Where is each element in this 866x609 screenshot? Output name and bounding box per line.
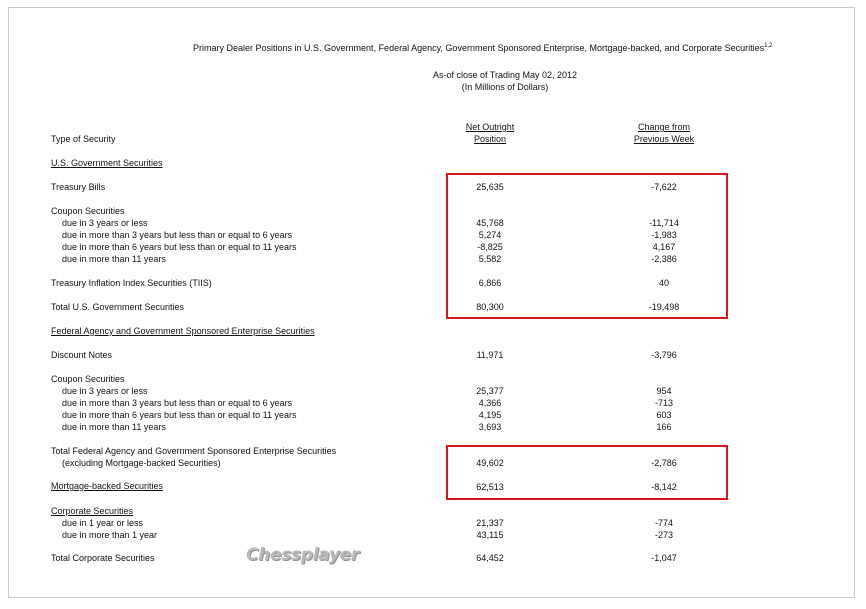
row-change-value: -19,498: [648, 302, 680, 312]
row-change-value: -7,622: [651, 182, 677, 192]
row-label: Total Corporate Securities: [51, 553, 155, 563]
row-change-value: 954: [656, 386, 672, 396]
row-change-value: 40: [658, 278, 669, 288]
row-net-value: -8,825: [477, 242, 503, 252]
row-net-value: 25,377: [476, 386, 504, 396]
row-label: Mortgage-backed Securities: [51, 481, 164, 491]
row-net-value: 4,366: [478, 398, 502, 408]
row-net-value: 45,768: [476, 218, 504, 228]
row-label: Discount Notes: [51, 350, 113, 360]
row-label: Total Federal Agency and Government Sponsored Enterprise Securities: [51, 446, 337, 456]
row-label: due in 3 years or less: [62, 386, 148, 396]
highlight-box-agency-mbs: [446, 445, 728, 500]
row-label: Total U.S. Government Securities: [51, 302, 185, 312]
row-change-value: -713: [654, 398, 673, 408]
row-label: due in more than 6 years but less than or equal to 11 years: [62, 410, 297, 420]
row-net-value: 5,582: [478, 254, 502, 264]
section-heading-us-government: U.S. Government Securities: [51, 158, 163, 168]
highlight-box-us-government: [446, 173, 728, 319]
section-heading-agency: Federal Agency and Government Sponsored Enterprise Securities: [51, 326, 315, 336]
row-change-value: -11,714: [649, 218, 679, 228]
net-outright-header-line2: Position: [473, 134, 507, 144]
row-change-value: -2,786: [651, 458, 677, 468]
row-net-value: 5,274: [478, 230, 502, 240]
row-net-value: 3,693: [478, 422, 502, 432]
row-change-value: 603: [656, 410, 672, 420]
row-label: due in 1 year or less: [62, 518, 144, 528]
row-change-value: -1,047: [651, 553, 677, 563]
row-net-value: 21,337: [476, 518, 504, 528]
row-net-value: 43,115: [476, 530, 504, 540]
row-net-value: 49,602: [476, 458, 504, 468]
row-change-value: -1,983: [651, 230, 677, 240]
row-change-value: -8,142: [651, 482, 677, 492]
row-label: due in more than 6 years but less than or equal to 11 years: [62, 242, 297, 252]
type-of-security-header: Type of Security: [51, 134, 116, 144]
row-label: due in more than 11 years: [62, 254, 166, 264]
change-header-line1: Change from: [637, 122, 691, 132]
section-heading-corporate: Corporate Securities: [51, 506, 134, 516]
title-superscript: 1,2: [764, 43, 773, 49]
row-net-value: 11,971: [476, 350, 504, 360]
row-change-value: -3,796: [651, 350, 677, 360]
net-outright-header-line1: Net Outright: [465, 122, 515, 132]
row-label-continued: (excluding Mortgage-backed Securities): [62, 458, 221, 468]
row-change-value: -2,386: [651, 254, 677, 264]
units-note: (In Millions of Dollars): [461, 82, 549, 92]
change-header-line2: Previous Week: [633, 134, 695, 144]
row-change-value: -273: [654, 530, 673, 540]
row-net-value: 64,452: [476, 553, 504, 563]
watermark: Chessplayer: [246, 545, 359, 565]
row-label: Treasury Bills: [51, 182, 106, 192]
row-label: due in 3 years or less: [62, 218, 148, 228]
row-label: due in more than 3 years but less than or equal to 6 years: [62, 398, 293, 408]
report-title: [193, 43, 772, 54]
row-net-value: 25,635: [476, 182, 504, 192]
row-net-value: 4,195: [478, 410, 502, 420]
row-change-value: -774: [654, 518, 673, 528]
row-label: due in more than 11 years: [62, 422, 166, 432]
row-net-value: 80,300: [476, 302, 504, 312]
report-title-text: Primary Dealer Positions in U.S. Government, Federal Agency, Government Sponsored Enterprise, Mortgage-backed, and Corporate Securities: [193, 43, 765, 53]
row-net-value: 6,866: [478, 278, 502, 288]
row-label: Coupon Securities: [51, 374, 125, 384]
row-net-value: 62,513: [476, 482, 504, 492]
row-label: Coupon Securities: [51, 206, 125, 216]
row-change-value: 166: [656, 422, 672, 432]
row-label: Treasury Inflation Index Securities (TIIS): [51, 278, 212, 288]
row-change-value: 4,167: [652, 242, 676, 252]
as-of-date: As-of close of Trading May 02, 2012: [432, 70, 578, 80]
row-label: due in more than 3 years but less than or equal to 6 years: [62, 230, 293, 240]
row-label: due in more than 1 year: [62, 530, 158, 540]
